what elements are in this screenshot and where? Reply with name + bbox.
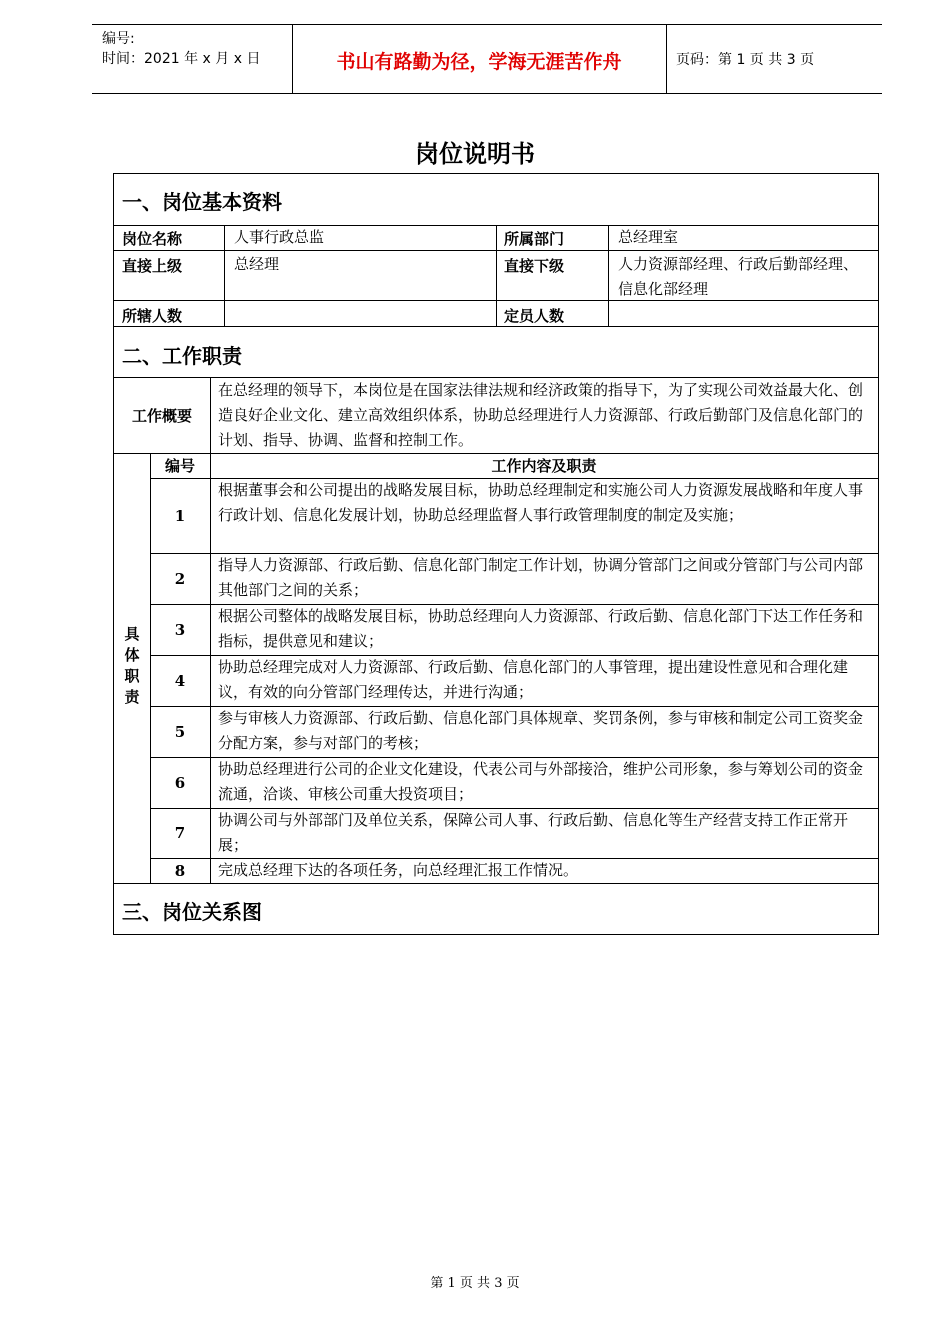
label-position-name: 岗位名称 (122, 230, 183, 248)
value-position-name: 人事行政总监 (234, 228, 325, 246)
label-headcount-managed: 所辖人数 (122, 307, 183, 325)
duty-number: 7 (174, 824, 186, 842)
value-department: 总经理室 (618, 228, 679, 246)
code-label: 编号: (102, 31, 135, 47)
divider (210, 377, 211, 453)
job-description-form (113, 173, 879, 935)
label-direct-superior: 直接上级 (122, 257, 183, 275)
duty-number: 2 (174, 569, 186, 588)
col-header-num: 编号 (164, 457, 195, 475)
duty-number: 5 (174, 722, 186, 741)
duty-number: 8 (174, 861, 186, 880)
col-header-content: 工作内容及职责 (491, 457, 597, 475)
duty-text: 指导人力资源部、行政后勤、信息化部门制定工作计划，协调分管部门之间或分管部门与公司内部其他部门之间的关系； (218, 556, 864, 599)
duty-text: 根据公司整体的战略发展目标，协助总经理向人力资源部、行政后勤、信息化部门下达工作任务和指标，提供意见和建议； (218, 607, 864, 650)
duty-text: 参与审核人力资源部、行政后勤、信息化部门具体规章、奖罚条例，参与审核和制定公司工资奖金分配方案，参与对部门的考核； (218, 709, 864, 752)
divider (210, 453, 211, 883)
label-direct-subordinates: 直接下级 (504, 257, 565, 275)
divider (224, 225, 225, 326)
divider (496, 225, 497, 326)
value-direct-subordinates: 人力资源部经理、行政后勤部经理、信息化部经理 (618, 255, 859, 298)
duty-number: 1 (174, 506, 186, 525)
summary-label: 工作概要 (131, 406, 192, 425)
duty-text: 协助总经理进行公司的企业文化建设，代表公司与外部接洽，维护公司形象，参与筹划公司的资金流通，洽谈、审核公司重大投资项目； (218, 760, 864, 803)
label-staff-quota: 定员人数 (504, 307, 565, 325)
duty-text: 根据董事会和公司提出的战略发展目标，协助总经理制定和实施公司人力资源发展战略和年度人事行政计划、信息化发展计划，协助总经理监督人事行政管理制度的制定及实施； (218, 481, 864, 524)
label-department: 所属部门 (504, 230, 565, 248)
header-motto: 书山有路勤为径，学海无涯苦作舟 (336, 51, 622, 73)
value-direct-superior: 总经理 (234, 255, 280, 273)
header-divider (666, 25, 667, 93)
divider (114, 883, 878, 884)
page-footer: 第 1 页 共 3 页 (430, 1276, 520, 1291)
section1-heading: 一、岗位基本资料 (122, 190, 282, 214)
section3-heading: 三、岗位关系图 (122, 900, 262, 924)
summary-text: 在总经理的领导下，本岗位是在国家法律法规和经济政策的指导下，为了实现公司效益最大化、创造良好企业文化、建立高效组织体系，协助总经理进行人力资源部、行政后勤部门及信息化部门的计划、指导、协调、监督和控制工作。 (218, 381, 864, 449)
divider (114, 326, 878, 327)
header-page-number: 页码：第 1 页 共 3 页 (676, 52, 815, 68)
duties-side-label: 具体职责 (122, 626, 141, 710)
duty-text: 协调公司与外部部门及单位关系，保障公司人事、行政后勤、信息化等生产经营支持工作正常开展； (218, 811, 849, 854)
duty-text: 协助总经理完成对人力资源部、行政后勤、信息化部门的人事管理，提出建设性意见和合理化建议，有效的向分管部门经理传达，并进行沟通； (218, 658, 849, 701)
date-text: 时间：2021 年 x 月 x 日 (102, 51, 261, 67)
duty-number: 4 (174, 671, 186, 690)
duty-number: 3 (174, 620, 186, 639)
document-title: 岗位说明书 (415, 140, 535, 168)
page-header (92, 24, 882, 94)
duty-number: 6 (174, 773, 186, 792)
duty-text: 完成总经理下达的各项任务，向总经理汇报工作情况。 (218, 861, 579, 879)
section2-heading: 二、工作职责 (122, 344, 242, 368)
divider (608, 225, 609, 326)
header-meta (102, 29, 260, 69)
